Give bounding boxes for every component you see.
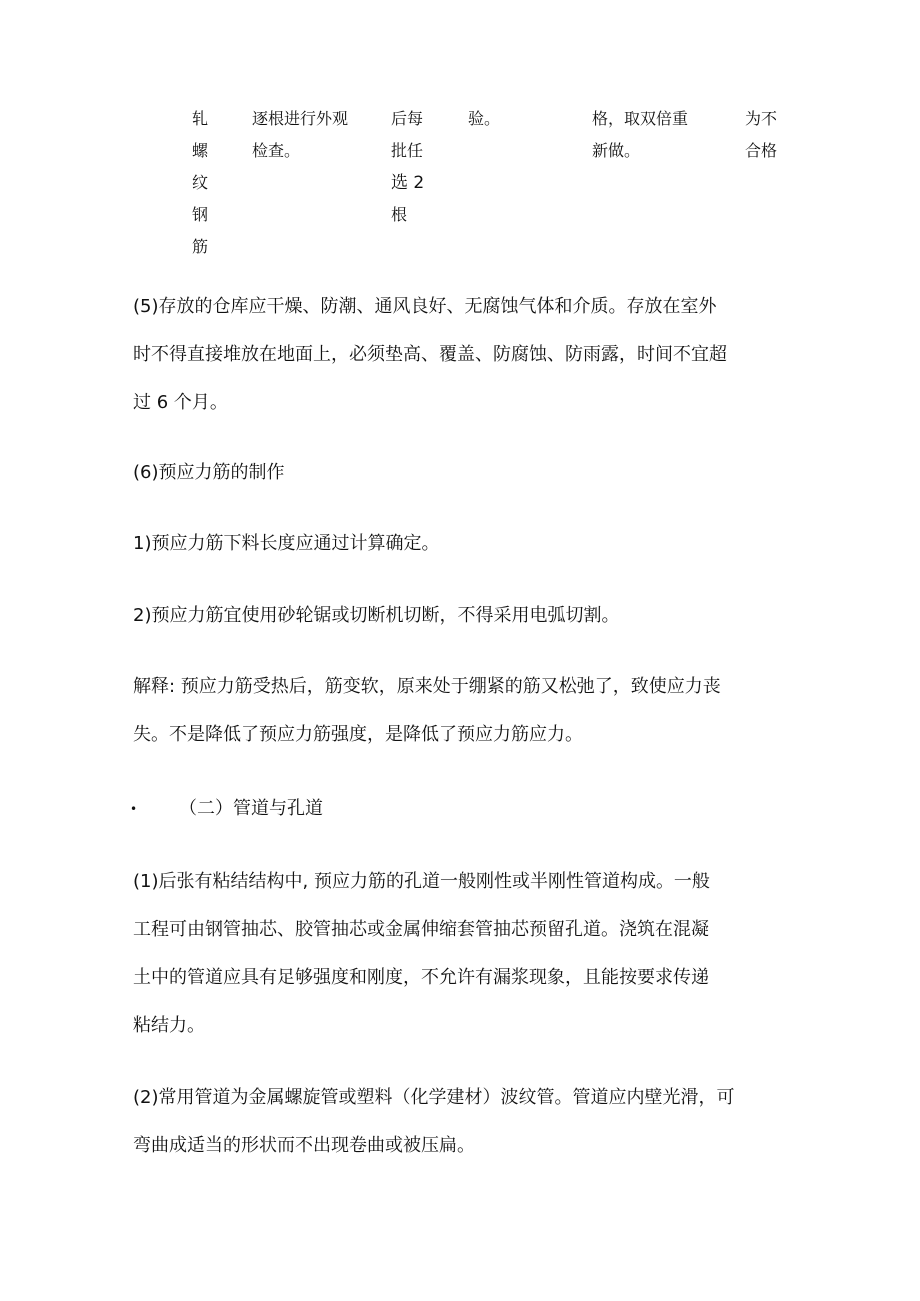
table-cell: 筋 (191, 237, 208, 256)
table-cell: 为不 (745, 109, 778, 128)
table-cell: 螺 (191, 141, 208, 160)
paragraph-cut-length: 1)预应力筋下料长度应通过计算确定。 (133, 533, 440, 554)
text-line: 粘结力。 (133, 1015, 205, 1036)
table-cell: 新做。 (592, 141, 641, 160)
paragraph-explanation (133, 663, 793, 759)
table-col-retest (592, 103, 712, 167)
bullet-icon: • (130, 802, 138, 816)
text-line: 时不得直接堆放在地面上，必须垫高、覆盖、防腐蚀、防雨露，时间不宜超 (133, 344, 727, 365)
text-line: 失。不是降低了预应力筋强度，是降低了预应力筋应力。 (133, 724, 583, 745)
table-cell: 检查。 (252, 141, 301, 160)
table-col-sampling (391, 103, 441, 231)
table-cell: 格，取双倍重 (592, 109, 689, 128)
text-line: (1)后张有粘结结构中, 预应力筋的孔道一般刚性或半刚性管道构成。一般 (133, 871, 710, 892)
paragraph-duct-1 (133, 858, 793, 1050)
section-heading-ducts: （二）管道与孔道 (179, 798, 323, 819)
table-cell: 选 2 (391, 173, 425, 193)
table-col-test (468, 103, 528, 135)
table-cell: 钢 (191, 205, 208, 224)
text-line: 弯曲成适当的形状而不出现卷曲或被压扁。 (133, 1135, 475, 1156)
table-col-material (189, 103, 211, 263)
text-line: (5)存放的仓库应干燥、防潮、通风良好、无腐蚀气体和介质。存放在室外 (133, 296, 717, 317)
heading-tendon-fabrication: (6)预应力筋的制作 (133, 462, 285, 483)
table-cell: 逐根进行外观 (252, 109, 349, 128)
table-col-inspection (252, 103, 372, 167)
paragraph-cutting-method: 2)预应力筋宜使用砂轮锯或切断机切断，不得采用电弧切割。 (133, 605, 620, 626)
table-cell: 后每 (391, 109, 424, 128)
text-line: 解释: 预应力筋受热后，筋变软，原来处于绷紧的筋又松弛了，致使应力丧 (133, 676, 721, 697)
table-cell: 根 (391, 205, 408, 224)
paragraph-duct-2 (133, 1074, 793, 1170)
table-cell: 批任 (391, 141, 424, 160)
table-cell: 验。 (468, 109, 501, 128)
text-line: 工程可由钢管抽芯、胶管抽芯或金属伸缩套管抽芯预留孔道。浇筑在混凝 (133, 919, 709, 940)
table-col-result (745, 103, 785, 167)
text-line: (2)常用管道为金属螺旋管或塑料（化学建材）波纹管。管道应内壁光滑，可 (133, 1087, 735, 1108)
text-line: 土中的管道应具有足够强度和刚度，不允许有漏浆现象，且能按要求传递 (133, 967, 709, 988)
table-cell: 轧 (191, 109, 208, 128)
table-cell: 合格 (745, 141, 778, 160)
paragraph-storage (133, 283, 793, 427)
table-cell: 纹 (191, 173, 208, 192)
text-line: 过 6 个月。 (133, 392, 228, 413)
